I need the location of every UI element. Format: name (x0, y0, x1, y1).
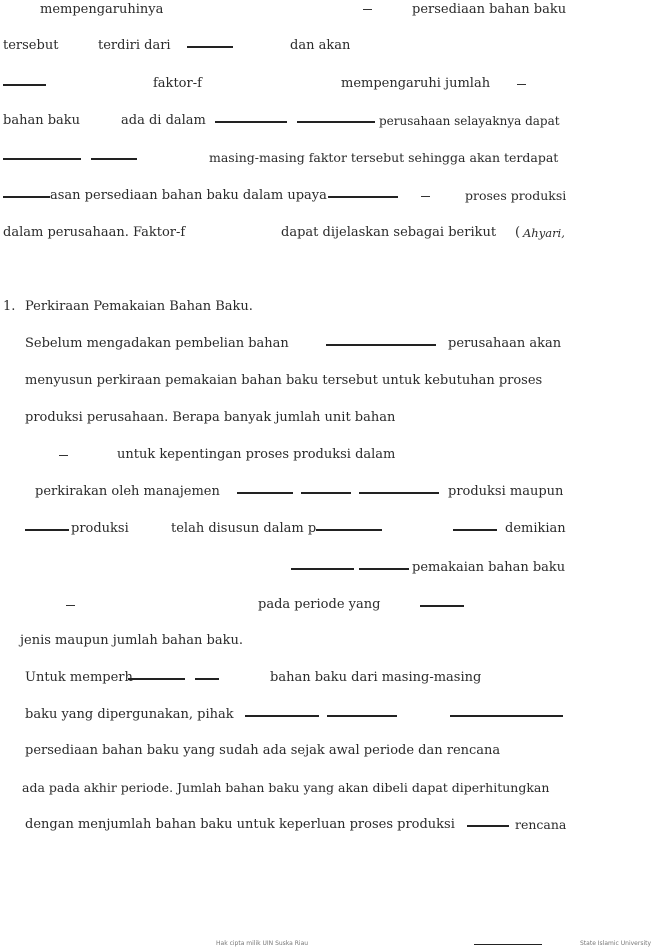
text-fragment: Ahyari, (523, 226, 565, 240)
text-fragment: dapat dijelaskan sebagai berikut (281, 225, 497, 240)
text-fragment: pemakaian bahan baku (412, 560, 566, 575)
text-fragment: faktor-f (153, 76, 202, 91)
redaction-line (91, 158, 137, 160)
text-fragment: dengan menjumlah bahan baku untuk keperluan proses produksi (25, 817, 455, 832)
text-line (25, 333, 566, 355)
dash-mark (66, 605, 75, 606)
text-fragment: dalam perusahaan. Faktor-f (3, 225, 186, 240)
text-fragment: menyusun perkiraan pemakaian bahan baku tersebut untuk kebutuhan proses (25, 373, 543, 388)
text-fragment: pada periode yang (258, 597, 381, 612)
redaction-line (453, 529, 497, 531)
redaction-line (420, 605, 464, 607)
redaction-line (316, 529, 382, 531)
redaction-line (326, 344, 436, 346)
text-fragment: Sebelum mengadakan pembelian bahan (25, 336, 289, 351)
text-fragment: untuk kepentingan proses produksi dalam (117, 447, 396, 462)
text-fragment: perkirakan oleh manajemen (35, 484, 220, 499)
redaction-line (3, 196, 50, 198)
redaction-line (291, 568, 354, 570)
section-heading (3, 296, 303, 318)
text-fragment: Untuk memperh (25, 670, 133, 685)
text-fragment: bahan baku dari masing-masing (270, 670, 482, 685)
text-fragment: proses produksi (465, 188, 567, 203)
text-fragment: produksi maupun (448, 484, 564, 499)
redaction-line (327, 715, 397, 717)
text-fragment: produksi (71, 521, 129, 536)
dash-mark (363, 9, 372, 10)
redaction-line (128, 678, 185, 680)
text-fragment: mempengaruhi jumlah (341, 76, 491, 91)
footer-right-text: State Islamic University (580, 940, 652, 947)
dash-mark (421, 196, 430, 197)
text-line (3, 35, 373, 57)
text-line (40, 0, 568, 21)
text-line (35, 481, 566, 503)
redaction-line (25, 529, 69, 531)
redaction-line (359, 492, 439, 494)
text-line (25, 407, 566, 429)
text-line (20, 630, 566, 652)
text-line (25, 740, 566, 762)
text-line (25, 814, 566, 836)
text-fragment: persediaan bahan baku (412, 2, 567, 17)
text-fragment: perusahaan selayaknya dapat (379, 114, 560, 128)
text-line (25, 444, 566, 466)
text-fragment: produksi perusahaan. Berapa banyak jumlah unit bahan (25, 410, 396, 425)
redaction-line (301, 492, 351, 494)
text-fragment: jenis maupun jumlah bahan baku. (20, 633, 244, 648)
redaction-line (297, 121, 375, 123)
text-line (25, 518, 566, 540)
redaction-line (359, 568, 409, 570)
text-line (25, 704, 566, 726)
redaction-line (215, 121, 287, 123)
text-fragment: mempengaruhinya (40, 2, 164, 17)
redaction-line (195, 678, 219, 680)
heading-text: Perkiraan Pemakaian Bahan Baku. (25, 299, 253, 314)
text-fragment: rencana (515, 817, 567, 832)
text-line (3, 222, 566, 244)
redaction-line (3, 158, 81, 160)
text-line (25, 667, 566, 689)
text-fragment: ( (515, 225, 521, 240)
text-fragment: perusahaan akan (448, 336, 562, 351)
dash-mark (517, 84, 526, 85)
text-fragment: ada pada akhir periode. Jumlah bahan baku yang akan dibeli dapat diperhitungkan (22, 780, 550, 795)
text-fragment: baku yang dipergunakan, pihak (25, 707, 234, 722)
list-number: 1. (3, 299, 16, 314)
text-line (25, 594, 566, 616)
redaction-line (187, 46, 233, 48)
footer-rule (474, 944, 542, 945)
text-fragment: terdiri dari (98, 38, 171, 53)
text-line (22, 777, 566, 799)
text-fragment: masing-masing faktor tersebut sehingga akan terdapat (209, 150, 559, 165)
redaction-line (3, 84, 46, 86)
text-fragment: persediaan bahan baku yang sudah ada sejak awal periode dan rencana (25, 743, 501, 758)
text-fragment: telah disusun dalam p (171, 521, 317, 536)
text-line (3, 147, 566, 169)
text-fragment: asan persediaan bahan baku dalam upaya (50, 188, 327, 203)
text-line (25, 557, 566, 579)
text-fragment: tersebut (3, 38, 59, 53)
text-fragment: demikian (505, 521, 566, 536)
redaction-line (245, 715, 319, 717)
text-line (3, 110, 566, 132)
redaction-line (237, 492, 293, 494)
text-line (25, 370, 566, 392)
text-fragment: dan akan (290, 38, 351, 53)
text-fragment: bahan baku (3, 113, 81, 128)
dash-mark (59, 455, 68, 456)
redaction-line (467, 825, 509, 827)
text-line (3, 73, 566, 95)
text-fragment: ada di dalam (121, 113, 206, 128)
redaction-line (328, 196, 398, 198)
redaction-line (450, 715, 563, 717)
footer-left-text: Hak cipta milik UIN Suska Riau (216, 940, 309, 947)
text-line (3, 185, 566, 207)
